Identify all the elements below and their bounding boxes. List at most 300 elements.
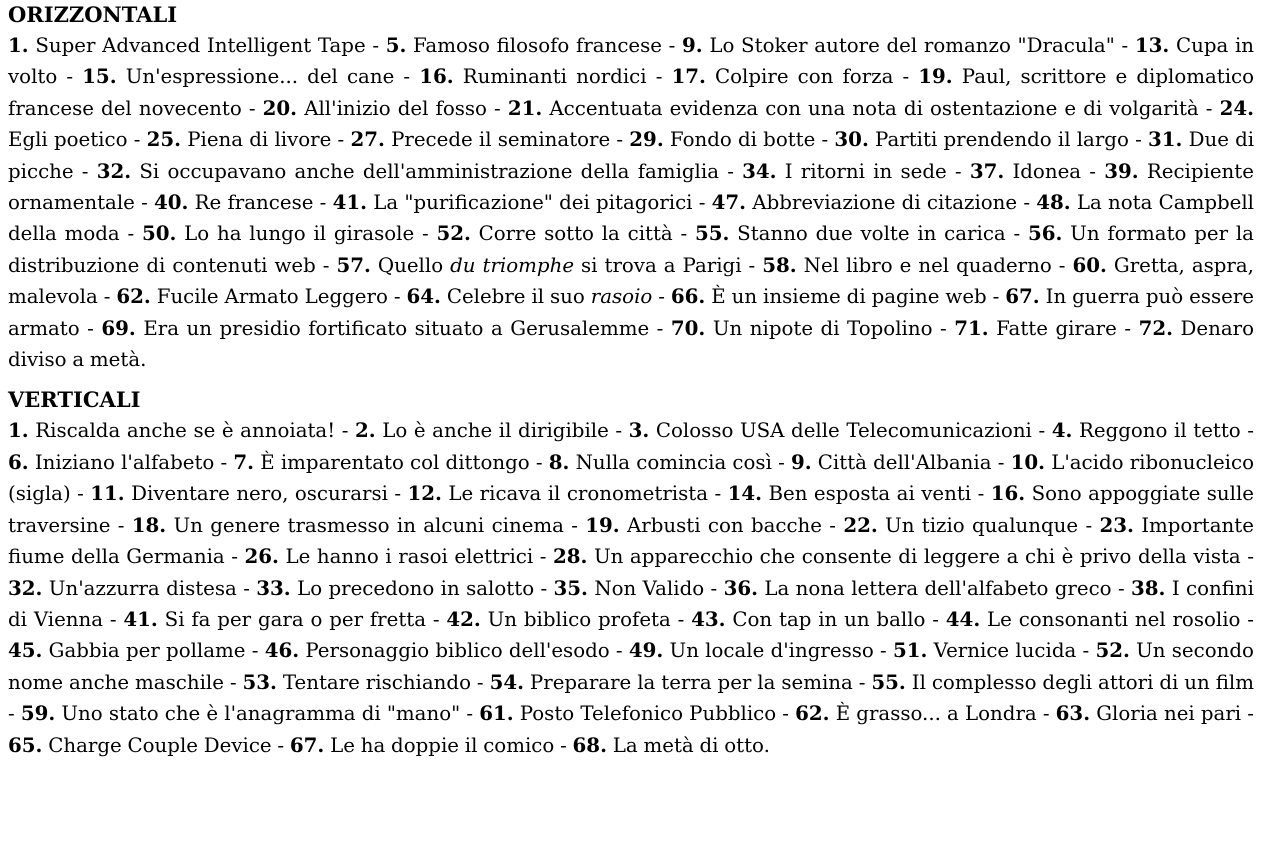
clue-number: 3. bbox=[628, 418, 650, 443]
clue-number: 41. bbox=[123, 606, 158, 631]
clue-text: È imparentato col dittongo bbox=[260, 450, 530, 474]
clue-text: Con tap in un ballo bbox=[732, 607, 926, 631]
clue-item bbox=[350, 128, 610, 151]
clue-item bbox=[8, 577, 237, 600]
clue-number: 45. bbox=[8, 638, 43, 663]
clue-item bbox=[154, 191, 313, 214]
clue-text: Gloria nei pari bbox=[1096, 702, 1242, 726]
clue-separator: - bbox=[236, 576, 257, 600]
clue-item bbox=[21, 702, 460, 725]
clue-text: Fatte girare bbox=[996, 316, 1117, 340]
clue-text: Riscalda anche se è annoiata! bbox=[35, 419, 336, 443]
clue-item bbox=[585, 514, 822, 537]
clue-separator: - bbox=[708, 482, 728, 506]
clue-separator: - bbox=[1198, 96, 1220, 120]
clue-text: Nulla comincia così bbox=[575, 450, 772, 474]
clue-number: 67. bbox=[289, 732, 325, 757]
clue-item bbox=[97, 160, 719, 183]
clue-text: Un'azzurra distesa bbox=[48, 576, 237, 600]
clue-separator: - bbox=[57, 65, 83, 89]
clue-separator: - bbox=[271, 733, 290, 757]
clue-text: Nel libro e nel quaderno bbox=[803, 253, 1052, 277]
clue-item bbox=[355, 419, 609, 442]
clue-text: Abbreviazione di citazione bbox=[752, 191, 1018, 215]
clue-separator: - bbox=[529, 450, 549, 474]
clue-separator: - bbox=[932, 316, 955, 340]
clue-separator: - bbox=[134, 191, 155, 215]
clue-text: Diventare nero, oscurarsi bbox=[131, 482, 388, 506]
clue-text: Charge Couple Device bbox=[48, 733, 272, 757]
clue-number: 53. bbox=[242, 669, 277, 694]
clue-separator: - bbox=[692, 191, 712, 215]
clue-text: Re francese bbox=[194, 191, 314, 215]
clue-text: Non Valido bbox=[594, 576, 705, 600]
clue-number: 26. bbox=[244, 544, 279, 569]
clue-item bbox=[479, 702, 776, 725]
clue-number: 1. bbox=[8, 418, 29, 443]
clue-text: Le ha doppie il comico bbox=[330, 733, 555, 757]
clue-separator: - bbox=[1078, 513, 1100, 537]
clue-separator: - bbox=[646, 65, 672, 89]
clue-separator: - bbox=[335, 419, 356, 443]
clue-text: Lo Stoker autore del romanzo "Dracula" bbox=[709, 34, 1115, 57]
clue-item bbox=[954, 317, 1117, 340]
clue-number: 57. bbox=[336, 252, 371, 277]
clue-number: 69. bbox=[101, 315, 136, 340]
clue-item bbox=[244, 545, 533, 568]
clue-item bbox=[695, 222, 1006, 245]
clue-text: Ruminanti nordici bbox=[462, 65, 647, 89]
clue-separator: - bbox=[986, 285, 1006, 309]
clue-separator: - bbox=[79, 316, 102, 340]
clue-item bbox=[233, 451, 529, 474]
clue-separator: - bbox=[1051, 253, 1073, 277]
clue-number: 11. bbox=[90, 481, 125, 506]
clue-text: Accentuata evidenza con una nota di ostentazione e di volgarità bbox=[549, 96, 1199, 120]
clue-separator: - bbox=[486, 96, 508, 120]
clue-number: 54. bbox=[489, 669, 524, 694]
clue-number: 16. bbox=[990, 481, 1026, 506]
clue-text: Un formato per la distribuzione di contenuti web bbox=[8, 222, 1254, 277]
clue-text: Precede il seminatore bbox=[391, 128, 611, 152]
clue-number: 34. bbox=[742, 158, 777, 183]
clue-separator: - bbox=[873, 639, 893, 663]
clue-item bbox=[549, 451, 772, 474]
clue-text: Lo ha lungo il girasole bbox=[184, 222, 415, 246]
clue-item bbox=[436, 222, 672, 245]
orizzontali-clues bbox=[8, 30, 1254, 375]
clue-text: Un genere trasmesso in alcuni cinema bbox=[173, 513, 564, 537]
clue-number: 38. bbox=[1131, 575, 1166, 600]
clue-item bbox=[386, 34, 662, 57]
clue-number: 9. bbox=[790, 449, 812, 474]
clue-item bbox=[724, 577, 1112, 600]
clue-text: Quello bbox=[377, 253, 451, 277]
clue-separator: - bbox=[313, 191, 333, 215]
clue-separator: - bbox=[1111, 576, 1132, 600]
clue-number: 55. bbox=[871, 669, 906, 694]
clue-text: L'acido ribonucleico (sigla) bbox=[8, 450, 1254, 506]
clue-text: Cupa in volto bbox=[8, 34, 1255, 89]
clue-text: Corre sotto la città bbox=[478, 222, 673, 246]
clue-text: Paul, scrittore e diplomatico francese del novecento bbox=[8, 65, 1255, 120]
clue-item bbox=[263, 97, 487, 120]
clue-separator: - bbox=[331, 128, 351, 152]
clue-item bbox=[671, 65, 893, 88]
clue-separator: - bbox=[670, 607, 692, 631]
clue-text: In guerra può essere armato bbox=[8, 285, 1254, 340]
clue-number: 23. bbox=[1099, 512, 1134, 537]
clue-number: 42. bbox=[446, 606, 481, 631]
clue-number: 17. bbox=[671, 64, 706, 89]
clue-number: 64. bbox=[406, 284, 441, 309]
clue-number: 43. bbox=[691, 606, 726, 631]
clue-separator: - bbox=[704, 576, 724, 600]
clue-item bbox=[742, 160, 947, 183]
clue-number: 47. bbox=[711, 190, 747, 215]
clue-number: 27. bbox=[350, 127, 385, 152]
clue-text: Piena di livore bbox=[187, 128, 332, 152]
clue-text: La metà di otto. bbox=[612, 733, 770, 757]
clue-number: 62. bbox=[795, 701, 830, 726]
clue-separator: - bbox=[533, 545, 553, 569]
clue-number: 16. bbox=[419, 64, 454, 89]
clue-item bbox=[82, 65, 394, 88]
clue-text: Gretta, aspra, malevola bbox=[8, 253, 1254, 309]
clue-text: si trova a Parigi bbox=[574, 253, 742, 277]
clue-text: Iniziano l'alfabeto bbox=[34, 450, 215, 474]
clue-item bbox=[871, 671, 1254, 694]
clue-text: I ritorni in sede bbox=[784, 159, 947, 183]
clue-number: 60. bbox=[1072, 252, 1107, 277]
clue-text: È grasso... a Londra bbox=[835, 702, 1037, 726]
clue-text: I confini di Vienna bbox=[8, 576, 1254, 631]
clue-separator: - bbox=[925, 607, 946, 631]
clue-number: 28. bbox=[552, 544, 588, 569]
clue-number: 40. bbox=[154, 190, 189, 215]
clue-separator: - bbox=[852, 670, 872, 694]
clue-separator: - bbox=[119, 222, 142, 246]
clue-separator: - bbox=[1128, 128, 1148, 152]
clue-text: Colosso USA delle Telecomunicazioni bbox=[655, 419, 1032, 443]
clue-number: 30. bbox=[834, 127, 869, 152]
clue-number: 5. bbox=[385, 33, 407, 57]
clue-item bbox=[142, 222, 414, 245]
clue-separator: - bbox=[214, 450, 234, 474]
clue-text: Vernice lucida bbox=[933, 639, 1077, 663]
clue-number: 35. bbox=[553, 575, 588, 600]
clue-separator: - bbox=[1005, 222, 1028, 246]
clue-separator: - bbox=[315, 253, 337, 277]
clue-item bbox=[671, 317, 933, 340]
clue-separator: - bbox=[387, 482, 408, 506]
clue-number: 49. bbox=[628, 638, 664, 663]
clue-number: 71. bbox=[954, 315, 989, 340]
clue-number: 4. bbox=[1051, 418, 1073, 443]
clue-separator: - bbox=[1241, 702, 1254, 726]
clue-item bbox=[629, 639, 874, 662]
clue-text: Celebre il suo bbox=[446, 285, 591, 309]
clue-item bbox=[946, 608, 1241, 631]
orizzontali-section bbox=[8, 0, 1254, 375]
clue-item bbox=[728, 482, 972, 505]
clue-text: Le consonanti nel rosolio bbox=[987, 607, 1241, 631]
clue-item bbox=[8, 34, 366, 57]
clue-number: 48. bbox=[1036, 190, 1071, 215]
clue-separator: - bbox=[1031, 419, 1052, 443]
clue-number: 1. bbox=[8, 33, 29, 57]
clue-text: Era un presidio fortificato situato a Gerusalemme bbox=[143, 316, 650, 340]
clue-text: Un secondo nome anche maschile bbox=[8, 639, 1254, 694]
clue-separator: - bbox=[460, 702, 480, 726]
clue-number: 32. bbox=[96, 158, 132, 183]
clue-item bbox=[333, 191, 693, 214]
clue-text: Un'espressione... del cane bbox=[125, 65, 395, 89]
clue-separator: - bbox=[414, 222, 437, 246]
clue-separator: - bbox=[103, 607, 124, 631]
clue-separator: - bbox=[608, 419, 629, 443]
clue-number: 9. bbox=[682, 33, 703, 57]
verticali-section bbox=[8, 385, 1254, 760]
clue-number: 50. bbox=[141, 221, 177, 246]
verticali-clues bbox=[8, 415, 1254, 760]
orizzontali-heading: ORIZZONTALI bbox=[8, 2, 178, 27]
clue-text: All'inizio del fosso bbox=[304, 96, 487, 120]
clue-text: Città dell'Albania bbox=[817, 450, 992, 474]
clue-text: Partiti prendendo il largo bbox=[875, 128, 1129, 152]
clue-number: 66. bbox=[670, 284, 706, 309]
clue-item bbox=[629, 419, 1032, 442]
clue-separator: - bbox=[776, 702, 796, 726]
clue-number: 21. bbox=[507, 95, 543, 120]
clue-separator: - bbox=[815, 128, 835, 152]
clue-number: 37. bbox=[969, 158, 1005, 183]
clue-number: 25. bbox=[146, 127, 181, 152]
clue-text: Un tizio qualunque bbox=[885, 513, 1079, 537]
clue-text: Egli poetico bbox=[8, 128, 128, 152]
clue-item bbox=[290, 734, 554, 757]
clue-item bbox=[834, 128, 1128, 151]
clue-number: 39. bbox=[1104, 158, 1139, 183]
clue-text: Idonea bbox=[1012, 159, 1082, 183]
clue-separator: - bbox=[649, 316, 671, 340]
clue-number: 19. bbox=[585, 512, 620, 537]
clue-item bbox=[243, 671, 472, 694]
clue-text: Importante fiume della Germania bbox=[8, 513, 1254, 569]
clue-separator: - bbox=[991, 450, 1011, 474]
clue-text: La nota Campbell della moda bbox=[8, 191, 1255, 246]
clue-number: 2. bbox=[355, 418, 376, 443]
clue-separator: - bbox=[652, 285, 671, 309]
clue-item bbox=[8, 419, 335, 442]
clue-separator: - bbox=[8, 702, 21, 726]
clue-separator: - bbox=[387, 285, 407, 309]
clue-number: 19. bbox=[918, 64, 953, 89]
clue-item bbox=[265, 639, 610, 662]
clue-number: 14. bbox=[727, 481, 763, 506]
clue-separator: - bbox=[1076, 639, 1096, 663]
clue-number: 55. bbox=[694, 221, 730, 246]
clue-number: 33. bbox=[256, 575, 291, 600]
clue-text: Personaggio biblico dell'esodo bbox=[305, 639, 610, 663]
clue-item bbox=[256, 577, 534, 600]
clue-separator: - bbox=[73, 159, 97, 183]
clue-text: Posto Telefonico Pubblico bbox=[519, 702, 777, 726]
clue-text-italic: rasoio bbox=[590, 285, 653, 309]
clue-item bbox=[132, 514, 564, 537]
clue-separator: - bbox=[1116, 316, 1139, 340]
clue-text: La "purificazione" dei pitagorici bbox=[373, 191, 693, 215]
clue-number: 52. bbox=[1095, 638, 1130, 663]
clue-separator: - bbox=[394, 65, 420, 89]
clue-item bbox=[762, 254, 1052, 277]
clue-separator: - bbox=[893, 65, 919, 89]
clue-item bbox=[553, 545, 1241, 568]
clue-separator: - bbox=[534, 576, 554, 600]
clue-separator: - bbox=[554, 733, 573, 757]
clue-separator: - bbox=[245, 639, 265, 663]
clue-text: Sono appoggiate sulle traversine bbox=[8, 482, 1254, 537]
clue-number: 8. bbox=[548, 449, 570, 474]
clue-item bbox=[712, 191, 1017, 214]
clue-number: 15. bbox=[82, 64, 117, 89]
clue-separator: - bbox=[822, 513, 844, 537]
clue-number: 36. bbox=[723, 575, 758, 600]
clue-text: Arbusti con bacche bbox=[627, 513, 822, 537]
clue-number: 22. bbox=[843, 512, 878, 537]
clue-item bbox=[1052, 419, 1241, 442]
clue-item bbox=[508, 97, 1199, 120]
clue-item bbox=[629, 128, 815, 151]
clue-item bbox=[1056, 702, 1241, 725]
clue-separator: - bbox=[426, 607, 447, 631]
clue-separator: - bbox=[1240, 419, 1254, 443]
clue-text: Un biblico profeta bbox=[487, 607, 671, 631]
clue-text: Preparare la terra per la semina bbox=[529, 670, 853, 694]
clue-separator: - bbox=[741, 253, 763, 277]
clue-number: 18. bbox=[131, 512, 167, 537]
clue-separator: - bbox=[610, 128, 630, 152]
clue-item bbox=[8, 734, 272, 757]
clue-text: Il complesso degli attori di un film bbox=[911, 670, 1254, 694]
clue-number: 63. bbox=[1055, 701, 1091, 726]
clue-text: Ben esposta ai venti bbox=[768, 482, 972, 506]
clue-item bbox=[671, 285, 987, 308]
clue-item bbox=[406, 285, 652, 308]
clue-text: Si fa per gara o per fretta bbox=[164, 607, 427, 631]
clue-separator: - bbox=[365, 34, 386, 57]
clue-text: Un apparecchio che consente di leggere a chi è privo della vista bbox=[593, 545, 1241, 569]
clue-item bbox=[90, 482, 388, 505]
clue-separator: - bbox=[719, 159, 743, 183]
clue-number: 68. bbox=[572, 732, 607, 757]
clue-item bbox=[446, 608, 670, 631]
clue-text-italic: du triomphe bbox=[450, 253, 575, 277]
clue-number: 65. bbox=[8, 732, 43, 757]
clue-separator: - bbox=[127, 128, 147, 152]
clue-text: Famoso filosofo francese bbox=[413, 34, 662, 57]
clue-item bbox=[336, 254, 741, 277]
clue-item bbox=[573, 734, 770, 757]
clue-number: 52. bbox=[436, 221, 471, 246]
clue-text: Super Advanced Intelligent Tape bbox=[35, 34, 366, 57]
clue-item bbox=[419, 65, 646, 88]
clue-number: 44. bbox=[945, 606, 981, 631]
clue-separator: - bbox=[224, 545, 245, 569]
clue-number: 7. bbox=[233, 449, 255, 474]
crossword-clues-page bbox=[8, 0, 1254, 761]
clue-item bbox=[682, 34, 1115, 57]
clue-separator: - bbox=[110, 513, 132, 537]
clue-separator: - bbox=[241, 96, 263, 120]
clue-separator: - bbox=[1240, 545, 1254, 569]
clue-item bbox=[123, 608, 426, 631]
clue-item bbox=[116, 285, 388, 308]
clue-item bbox=[893, 639, 1076, 662]
clue-text: Lo precedono in salotto bbox=[297, 576, 535, 600]
clue-separator: - bbox=[609, 639, 629, 663]
clue-text: Colpire con forza bbox=[715, 65, 894, 89]
clue-number: 10. bbox=[1010, 449, 1045, 474]
clue-item bbox=[8, 451, 214, 474]
clue-text: Lo è anche il dirigibile bbox=[382, 419, 609, 443]
clue-text: Recipiente ornamentale bbox=[8, 159, 1254, 215]
clue-item bbox=[554, 577, 705, 600]
clue-text: La nona lettera dell'alfabeto greco bbox=[764, 576, 1112, 600]
verticali-heading: VERTICALI bbox=[8, 387, 141, 413]
clue-separator: - bbox=[223, 670, 243, 694]
clue-number: 6. bbox=[8, 449, 29, 474]
clue-number: 24. bbox=[1219, 95, 1254, 120]
clue-number: 61. bbox=[479, 701, 514, 726]
clue-number: 58. bbox=[762, 252, 797, 277]
clue-separator: - bbox=[946, 159, 970, 183]
clue-number: 51. bbox=[892, 638, 928, 663]
clue-item bbox=[791, 451, 992, 474]
clue-text: Due di picche bbox=[8, 128, 1255, 183]
clue-number: 46. bbox=[264, 638, 300, 663]
clue-number: 32. bbox=[8, 575, 43, 600]
clue-number: 56. bbox=[1027, 221, 1063, 246]
clue-text: È un insieme di pagine web bbox=[711, 285, 987, 309]
clue-separator: - bbox=[1081, 159, 1105, 183]
clue-text: Denaro diviso a metà. bbox=[8, 316, 1254, 372]
clue-text: Le hanno i rasoi elettrici bbox=[285, 545, 534, 569]
clue-item bbox=[970, 160, 1081, 183]
clue-text: Gabbia per pollame bbox=[48, 639, 246, 663]
clue-text: Fondo di botte bbox=[669, 128, 816, 152]
clue-item bbox=[795, 702, 1037, 725]
clue-text: Un locale d'ingresso bbox=[669, 639, 874, 663]
clue-text: Un nipote di Topolino bbox=[712, 316, 933, 340]
clue-number: 20. bbox=[262, 95, 298, 120]
clue-number: 59. bbox=[20, 701, 56, 726]
clue-separator: - bbox=[971, 482, 991, 506]
clue-number: 31. bbox=[1147, 127, 1183, 152]
clue-item bbox=[691, 608, 925, 631]
clue-separator: - bbox=[771, 450, 791, 474]
clue-separator: - bbox=[471, 670, 490, 694]
clue-text: Stanno due volte in carica bbox=[737, 222, 1006, 246]
clue-separator: - bbox=[661, 34, 682, 57]
clue-text: Le ricava il cronometrista bbox=[448, 482, 709, 506]
clue-item bbox=[490, 671, 853, 694]
clue-item bbox=[101, 317, 649, 340]
clue-number: 62. bbox=[116, 284, 151, 309]
clue-item bbox=[8, 639, 246, 662]
clue-text: Si occupavano anche dell'amministrazione della famiglia bbox=[139, 159, 719, 183]
clue-number: 12. bbox=[407, 481, 442, 506]
